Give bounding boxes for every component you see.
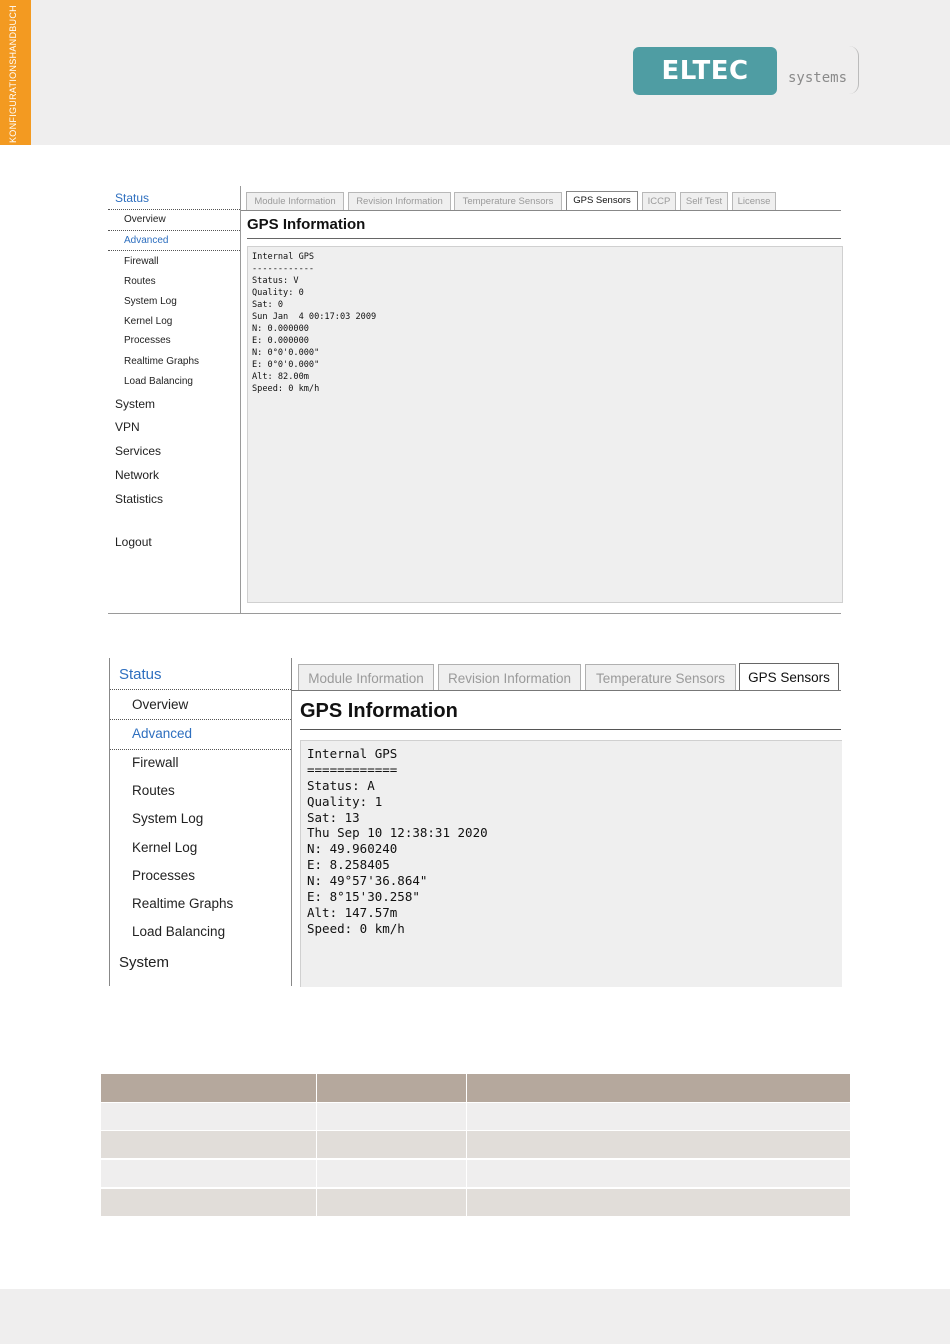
- nav-item-routes[interactable]: Routes: [132, 783, 175, 798]
- gps-output-line: Thu Sep 10 12:38:31 2020: [307, 825, 488, 840]
- nav-separator: [110, 749, 291, 750]
- gps-output-line: ------------: [252, 264, 315, 274]
- gps-output-line: Sat: 0: [252, 300, 284, 310]
- table-cell: [317, 1103, 466, 1130]
- nav-item-advanced[interactable]: Advanced: [124, 235, 169, 246]
- nav-system[interactable]: System: [119, 954, 170, 971]
- nav-status[interactable]: Status: [115, 191, 150, 205]
- gps-output-line: E: 0.000000: [252, 336, 309, 346]
- gps-output-line: E: 8°15'30.258": [307, 889, 420, 904]
- gps-output-line: Sat: 13: [307, 810, 360, 825]
- table-cell: [101, 1131, 316, 1158]
- gps-output-line: Status: V: [252, 276, 299, 286]
- tab-gps-sensors[interactable]: GPS Sensors: [566, 191, 638, 210]
- chapter-side-tab-label: KONFIGURATIONSHANDBUCH: [8, 5, 18, 143]
- gps-output-line: N: 0.000000: [252, 324, 309, 334]
- logo-bracket: [838, 46, 859, 94]
- table-header-cell: [317, 1074, 466, 1102]
- chapter-side-tab: [0, 0, 31, 145]
- tab-revision-information[interactable]: Revision Information: [348, 192, 451, 210]
- title-rule: [247, 238, 841, 239]
- table-cell: [101, 1160, 316, 1187]
- gps-output-line: ============: [307, 762, 398, 777]
- nav-services[interactable]: Services: [115, 444, 162, 458]
- table-cell: [467, 1131, 850, 1158]
- nav-network[interactable]: Network: [115, 468, 160, 482]
- table-cell: [317, 1189, 466, 1216]
- nav-item-realtime-graphs[interactable]: Realtime Graphs: [132, 896, 234, 911]
- sidebar-nav: [108, 186, 241, 613]
- table-cell: [317, 1131, 466, 1158]
- table-cell: [467, 1189, 850, 1216]
- gps-output-panel: [247, 246, 843, 603]
- gps-output-line: Speed: 0 km/h: [252, 384, 320, 394]
- sidebar-nav: [109, 658, 292, 986]
- tab-temperature-sensors[interactable]: Temperature Sensors: [585, 664, 736, 690]
- nav-item-overview[interactable]: Overview: [124, 214, 166, 225]
- tab-module-information[interactable]: Module Information: [246, 192, 344, 210]
- page-footer-band: [0, 1289, 950, 1344]
- tab-module-information[interactable]: Module Information: [298, 664, 434, 690]
- tab-self-test[interactable]: Self Test: [680, 192, 728, 210]
- gps-output-panel: [300, 740, 842, 987]
- nav-logout[interactable]: Logout: [115, 535, 152, 549]
- gps-output-line: E: 0°0'0.000": [252, 360, 320, 370]
- logo-main-text: ELTEC: [661, 56, 749, 86]
- gps-output-line: Internal GPS: [252, 252, 315, 262]
- page-title: GPS Information: [247, 216, 366, 233]
- screenshot-new-gps: [109, 658, 841, 986]
- table-cell: [101, 1103, 316, 1130]
- tab-license[interactable]: License: [732, 192, 776, 210]
- table-cell: [317, 1160, 466, 1187]
- tab-revision-information[interactable]: Revision Information: [438, 664, 581, 690]
- nav-status[interactable]: Status: [119, 666, 162, 683]
- screenshot-old-gps: [108, 186, 841, 614]
- nav-item-overview[interactable]: Overview: [132, 697, 189, 712]
- nav-item-kernel-log[interactable]: Kernel Log: [132, 840, 198, 855]
- nav-item-firewall[interactable]: Firewall: [124, 256, 159, 267]
- nav-item-advanced[interactable]: Advanced: [132, 726, 193, 741]
- nav-separator: [108, 250, 240, 251]
- gps-output-line: Status: A: [307, 778, 375, 793]
- table-cell: [101, 1189, 316, 1216]
- gps-output-line: Quality: 0: [252, 288, 304, 298]
- nav-item-processes[interactable]: Processes: [132, 868, 196, 883]
- nav-separator: [110, 689, 291, 690]
- nav-item-load-balancing[interactable]: Load Balancing: [132, 924, 226, 939]
- nav-system[interactable]: System: [115, 397, 156, 411]
- table-header-cell: [101, 1074, 316, 1102]
- gps-output-line: Speed: 0 km/h: [307, 921, 405, 936]
- nav-statistics[interactable]: Statistics: [115, 492, 164, 506]
- tab-iccp[interactable]: ICCP: [642, 192, 676, 210]
- nav-item-kernel-log[interactable]: Kernel Log: [124, 316, 173, 327]
- gps-output-line: Alt: 147.57m: [307, 905, 398, 920]
- nav-item-realtime-graphs[interactable]: Realtime Graphs: [124, 356, 200, 367]
- nav-separator: [108, 230, 240, 231]
- nav-item-system-log[interactable]: System Log: [132, 811, 204, 826]
- gps-output-line: Internal GPS: [307, 746, 398, 761]
- nav-vpn[interactable]: VPN: [115, 420, 140, 434]
- table-cell: [467, 1103, 850, 1130]
- gps-output-line: Sun Jan 4 00:17:03 2009: [252, 312, 377, 322]
- eltec-logo: [633, 47, 777, 95]
- nav-item-routes[interactable]: Routes: [124, 276, 156, 287]
- gps-output-line: Alt: 82.00m: [252, 372, 309, 382]
- tab-temperature-sensors[interactable]: Temperature Sensors: [454, 192, 562, 210]
- tab-gps-sensors[interactable]: GPS Sensors: [739, 663, 839, 690]
- nav-separator: [110, 719, 291, 720]
- gps-output-line: N: 49.960240: [307, 841, 398, 856]
- table-cell: [467, 1160, 850, 1187]
- tab-bar-line: [291, 690, 841, 691]
- logo-sub-text: systems: [788, 70, 848, 86]
- nav-item-load-balancing[interactable]: Load Balancing: [124, 376, 193, 387]
- nav-item-firewall[interactable]: Firewall: [132, 755, 179, 770]
- page-title: GPS Information: [300, 700, 458, 722]
- gps-output-line: E: 8.258405: [307, 857, 390, 872]
- gps-output-line: Quality: 1: [307, 794, 383, 809]
- nav-item-processes[interactable]: Processes: [124, 335, 171, 346]
- gps-output-line: N: 49°57'36.864": [307, 873, 428, 888]
- title-rule: [300, 729, 841, 730]
- tab-bar-line: [241, 210, 841, 211]
- gps-output-line: N: 0°0'0.000": [252, 348, 320, 358]
- nav-separator: [108, 209, 240, 210]
- table-header-cell: [467, 1074, 850, 1102]
- nav-item-system-log[interactable]: System Log: [124, 296, 177, 307]
